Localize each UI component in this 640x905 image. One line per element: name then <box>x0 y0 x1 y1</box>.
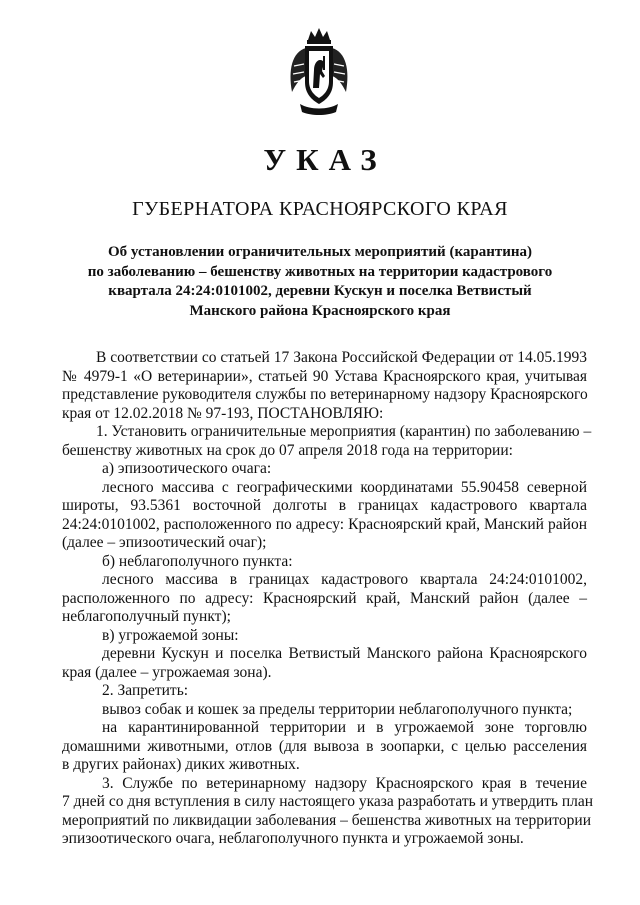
body-line: б) неблагополучного пункта: <box>102 552 293 570</box>
body-line: в других районах) диких животных. <box>62 756 300 773</box>
coat-of-arms-emblem <box>286 26 352 116</box>
body-line: края от 12.02.2018 № 97-193, ПОСТАНОВЛЯЮ: <box>62 404 384 422</box>
body-line: представление руководителя службы по ветеринарному надзору Красноярского <box>62 386 588 403</box>
issuer-heading: ГУБЕРНАТОРА КРАСНОЯРСКОГО КРАЯ <box>132 198 508 220</box>
body-line: мероприятий по ликвидации заболевания – бешенства животных на территории <box>62 811 591 829</box>
body-line: вывоз собак и кошек за пределы территории неблагополучного пункта; <box>102 700 573 718</box>
body-line: домашними животными, отлов (для вывоза в зоопарки, с целью расселения <box>62 737 587 755</box>
title-line: квартала 24:24:0101002, деревни Кускун и поселка Ветвистый <box>108 283 532 299</box>
body-line: лесного массива с географическими координатами 55.90458 северной <box>102 478 587 496</box>
title-line: по заболеванию – бешенству животных на территории кадастрового <box>87 263 553 280</box>
body-line: № 4979-1 «О ветеринарии», статьей 90 Устава Красноярского края, учитывая <box>62 367 587 385</box>
body-line: В соответствии со статьей 17 Закона Российской Федерации от 14.05.1993 <box>96 349 587 366</box>
body-line: 7 дней со дня вступления в силу настоящего указа разработать и утвердить план <box>62 793 594 810</box>
body-line: лесного массива в границах кадастрового квартала 24:24:0101002, <box>102 571 587 588</box>
body-line: а) эпизоотического очага: <box>102 460 272 477</box>
document-title <box>70 243 570 321</box>
body-line: деревни Кускун и поселка Ветвистый Манского района Красноярского <box>102 645 587 662</box>
body-line: неблагополучный пункт); <box>62 608 231 625</box>
body-line: 2. Запретить: <box>102 682 189 699</box>
body-line: расположенного по адресу: Красноярский край, Манский район (далее – <box>62 589 587 607</box>
body-line: эпизоотического очага, неблагополучного пункта и угрожаемой зоны. <box>62 830 524 847</box>
title-line: Об установлении ограничительных мероприятий (карантина) <box>107 244 532 260</box>
title-line: Манского района Красноярского края <box>189 302 451 319</box>
body-line: 3. Службе по ветеринарному надзору Красноярского края в течение <box>102 774 587 792</box>
body-line: в) угрожаемой зоны: <box>102 626 239 644</box>
body-line: 1. Установить ограничительные мероприятия (карантин) по заболеванию – <box>96 423 592 440</box>
body-line: бешенству животных на срок до 07 апреля 2018 года на территории: <box>62 441 513 459</box>
document-type-heading: УКАЗ <box>263 142 387 177</box>
body-line: широты, 93.5361 восточной долготы в границах кадастрового квартала <box>62 497 587 514</box>
body-line: 24:24:0101002, расположенного по адресу: Красноярский край, Манский район <box>62 515 587 533</box>
body-line: на карантинированной территории и в угрожаемой зоне торговлю <box>102 719 587 736</box>
body-line: (далее – эпизоотический очаг); <box>62 534 267 551</box>
document-body <box>62 349 594 849</box>
body-line: края (далее – угрожаемая зона). <box>62 663 272 681</box>
